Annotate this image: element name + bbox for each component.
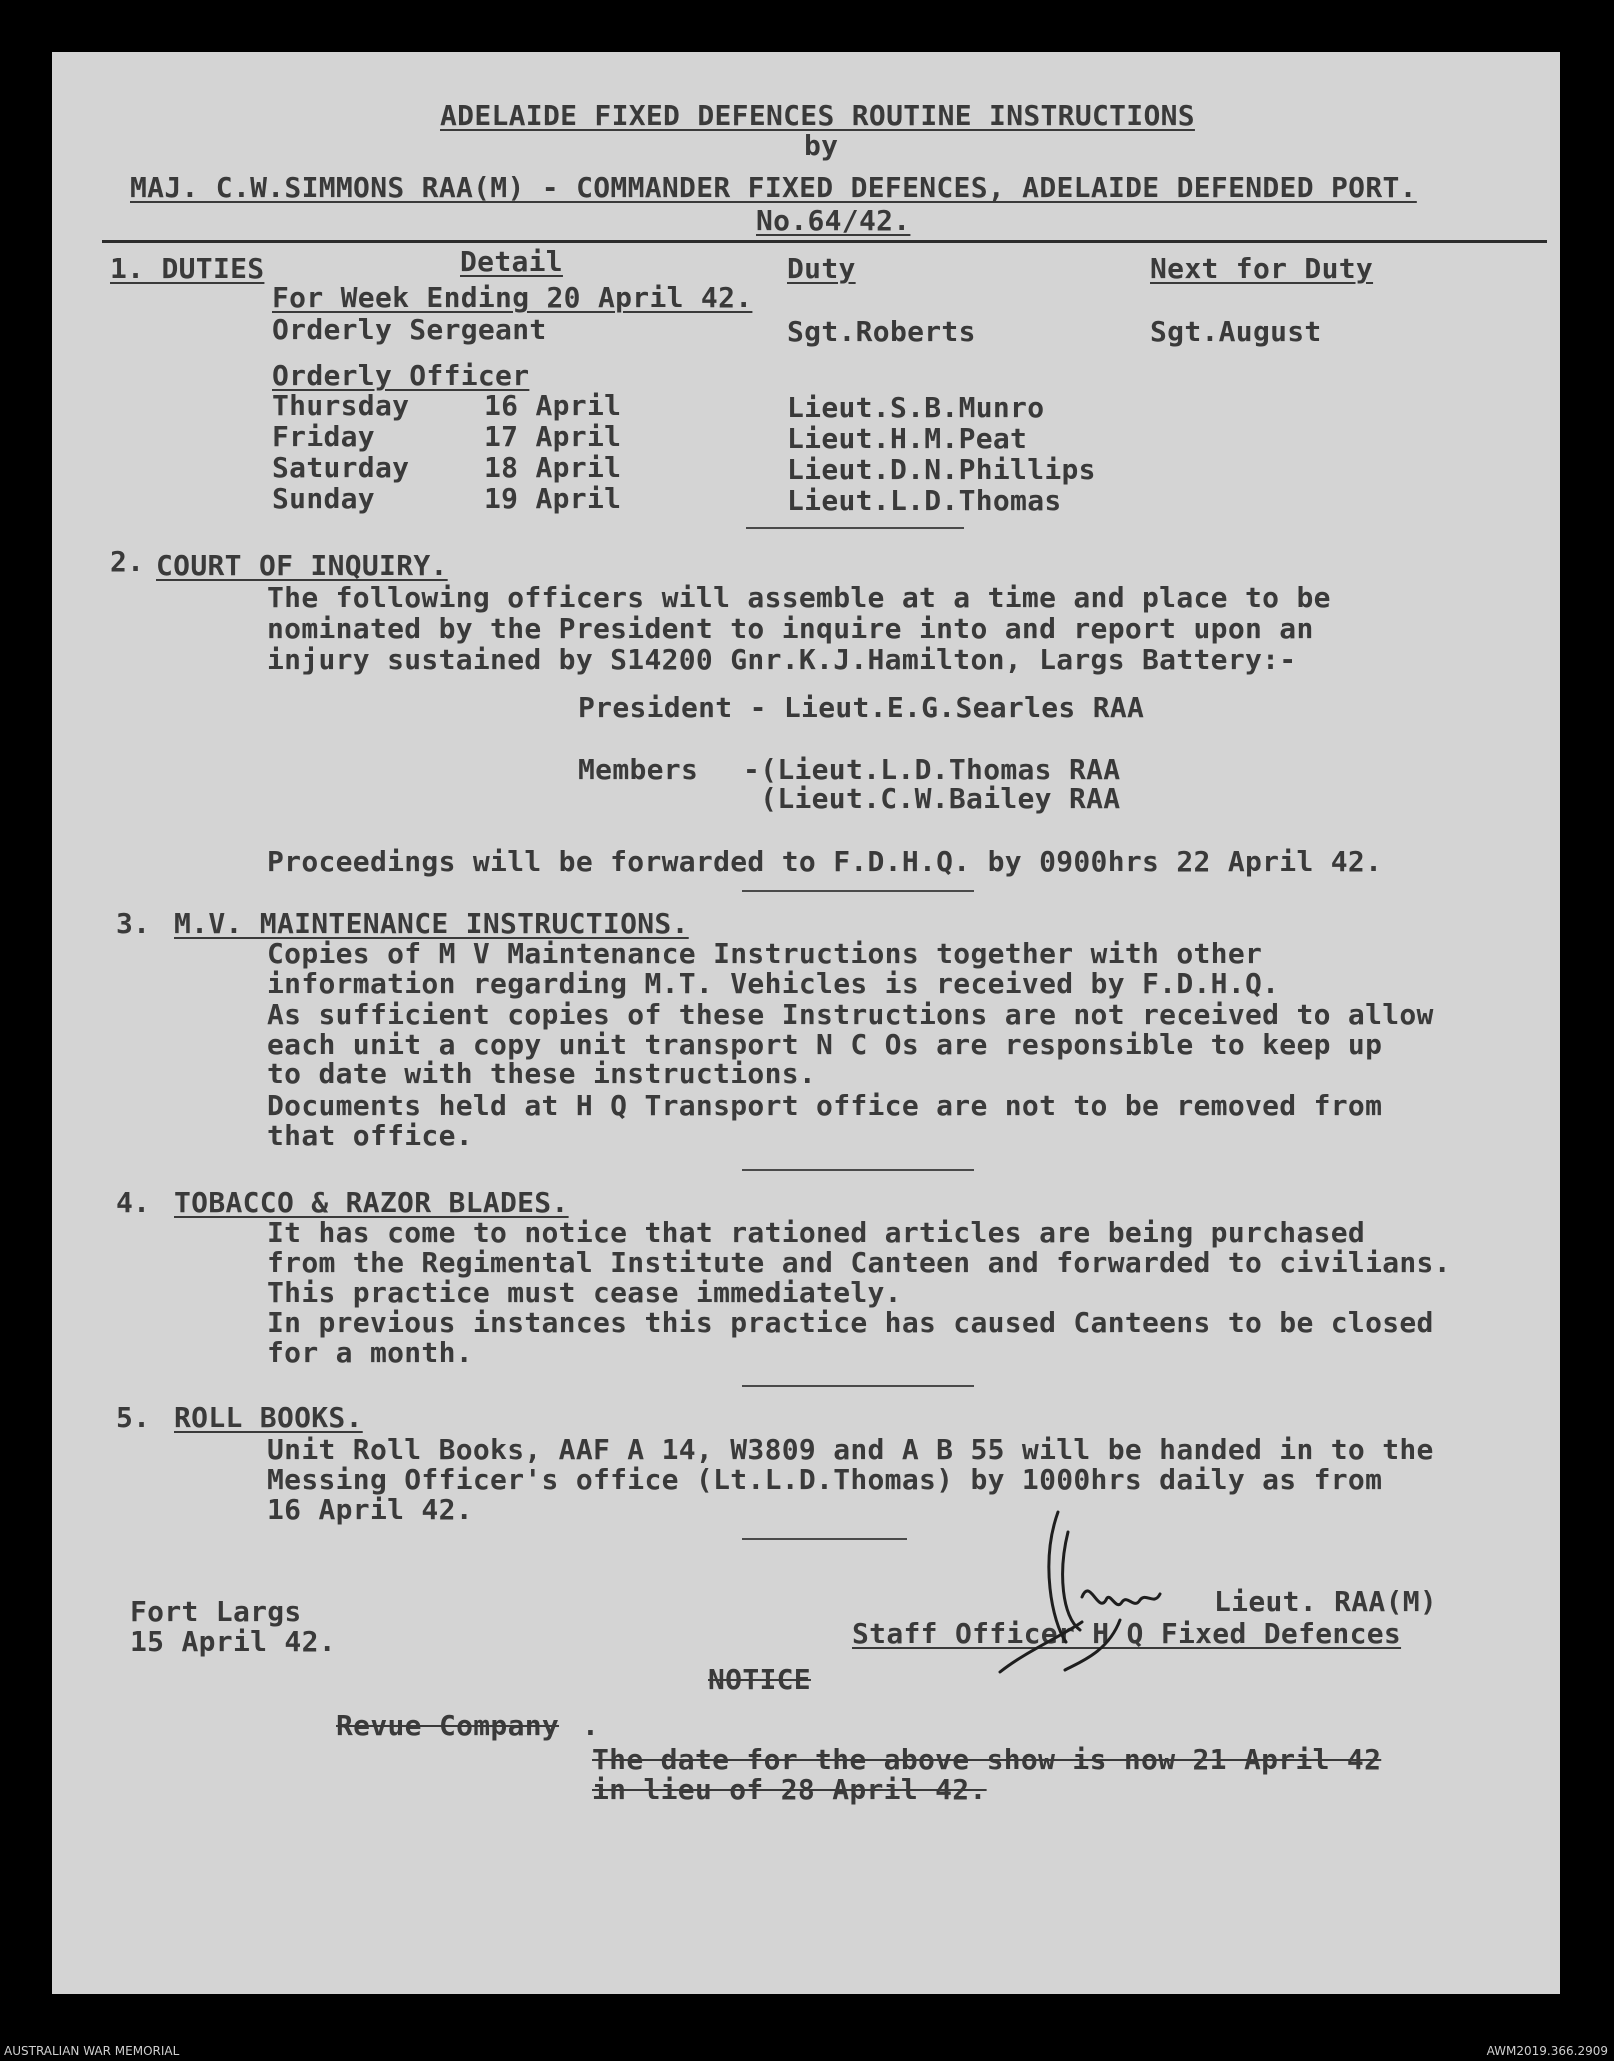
notice-subject: Revue Company bbox=[336, 1709, 560, 1742]
inquiry-line: The following officers will assemble at a time and place to be bbox=[267, 581, 1331, 614]
instruction-number: No.64/42. bbox=[756, 204, 911, 237]
author-line: MAJ. C.W.SIMMONS RAA(M) - COMMANDER FIXED DEFENCES, ADELAIDE DEFENDED PORT. bbox=[130, 171, 1417, 204]
tobacco-line: This practice must cease immediately. bbox=[267, 1276, 902, 1309]
footer-archive-label: AUSTRALIAN WAR MEMORIAL bbox=[4, 2044, 180, 2058]
duties-heading: 1. DUTIES bbox=[110, 252, 265, 285]
mv-line: As sufficient copies of these Instructions are not received to allow bbox=[267, 998, 1434, 1031]
officer-name: Lieut.H.M.Peat bbox=[787, 422, 1028, 455]
section-divider bbox=[742, 1385, 974, 1387]
section-number: 5. bbox=[116, 1401, 151, 1434]
officer-date: 19 April bbox=[484, 482, 622, 515]
orderly-sergeant-duty: Sgt.Roberts bbox=[787, 315, 976, 348]
notice-line: in lieu of 28 April 42. bbox=[592, 1773, 987, 1806]
orderly-sergeant-label: Orderly Sergeant bbox=[272, 313, 547, 346]
officer-name: Lieut.L.D.Thomas bbox=[787, 484, 1062, 517]
inquiry-line: injury sustained by S14200 Gnr.K.J.Hamilton, Largs Battery:- bbox=[267, 643, 1297, 676]
tobacco-line: from the Regimental Institute and Canteen and forwarded to civilians. bbox=[267, 1246, 1451, 1279]
mv-line: Copies of M V Maintenance Instructions together with other bbox=[267, 937, 1263, 970]
officer-name: Lieut.S.B.Munro bbox=[787, 391, 1045, 424]
mv-line: information regarding M.T. Vehicles is received by F.D.H.Q. bbox=[267, 967, 1280, 1000]
mv-line: Documents held at H Q Transport office are not to be removed from bbox=[267, 1089, 1383, 1122]
section-divider bbox=[746, 527, 964, 529]
tobacco-line: It has come to notice that rationed articles are being purchased bbox=[267, 1216, 1366, 1249]
mv-line: that office. bbox=[267, 1119, 473, 1152]
orderly-officer-label: Orderly Officer bbox=[272, 359, 530, 392]
roll-line: Unit Roll Books, AAF A 14, W3809 and A B 55 will be handed in to the bbox=[267, 1433, 1434, 1466]
inquiry-president: President - Lieut.E.G.Searles RAA bbox=[578, 691, 1145, 724]
officer-day: Sunday bbox=[272, 482, 375, 515]
orderly-sergeant-next: Sgt.August bbox=[1150, 315, 1322, 348]
officer-day: Saturday bbox=[272, 451, 410, 484]
inquiry-member: -(Lieut.L.D.Thomas RAA bbox=[743, 753, 1121, 786]
section-divider bbox=[742, 890, 974, 892]
mv-line: to date with these instructions. bbox=[267, 1057, 817, 1090]
tobacco-heading: TOBACCO & RAZOR BLADES. bbox=[174, 1186, 569, 1219]
section-number: 3. bbox=[116, 907, 151, 940]
tobacco-line: In previous instances this practice has caused Canteens to be closed bbox=[267, 1306, 1434, 1339]
col-duty-header: Duty bbox=[787, 252, 856, 285]
officer-date: 18 April bbox=[484, 451, 622, 484]
section-number: 4. bbox=[116, 1186, 151, 1219]
by-line: by bbox=[804, 129, 839, 162]
section-number: 2. bbox=[110, 545, 145, 578]
col-next-header: Next for Duty bbox=[1150, 252, 1374, 285]
officer-name: Lieut.D.N.Phillips bbox=[787, 453, 1096, 486]
officer-date: 17 April bbox=[484, 420, 622, 453]
issue-place: Fort Largs bbox=[130, 1595, 302, 1628]
week-ending: For Week Ending 20 April 42. bbox=[272, 281, 753, 314]
notice-subject-period: . bbox=[582, 1709, 600, 1742]
signatory-rank: Lieut. RAA(M) bbox=[1214, 1585, 1438, 1618]
header-rule bbox=[102, 240, 1547, 243]
roll-line: Messing Officer's office (Lt.L.D.Thomas) by 1000hrs daily as from bbox=[267, 1463, 1383, 1496]
roll-heading: ROLL BOOKS. bbox=[174, 1401, 363, 1434]
notice-line: The date for the above show is now 21 April 42 bbox=[592, 1743, 1382, 1776]
handwritten-signature bbox=[970, 1502, 1180, 1682]
officer-day: Friday bbox=[272, 420, 375, 453]
document-page bbox=[52, 52, 1560, 1994]
col-detail-header: Detail bbox=[460, 245, 563, 278]
signatory-title: Staff Officer H Q Fixed Defences bbox=[852, 1617, 1402, 1650]
officer-day: Thursday bbox=[272, 389, 410, 422]
officer-date: 16 April bbox=[484, 389, 622, 422]
mv-line: each unit a copy unit transport N C Os are responsible to keep up bbox=[267, 1028, 1383, 1061]
footer-accession-number: AWM2019.366.2909 bbox=[1486, 2044, 1608, 2058]
mv-heading: M.V. MAINTENANCE INSTRUCTIONS. bbox=[174, 907, 689, 940]
inquiry-member: (Lieut.C.W.Bailey RAA bbox=[743, 782, 1121, 815]
inquiry-proceedings: Proceedings will be forwarded to F.D.H.Q. by 0900hrs 22 April 42. bbox=[267, 845, 1383, 878]
issue-date: 15 April 42. bbox=[130, 1625, 336, 1658]
roll-line: 16 April 42. bbox=[267, 1493, 473, 1526]
notice-heading: NOTICE bbox=[708, 1663, 811, 1696]
section-divider bbox=[742, 1169, 974, 1171]
document-title: ADELAIDE FIXED DEFENCES ROUTINE INSTRUCTIONS bbox=[440, 99, 1195, 132]
tobacco-line: for a month. bbox=[267, 1336, 473, 1369]
inquiry-line: nominated by the President to inquire into and report upon an bbox=[267, 612, 1314, 645]
section-divider bbox=[742, 1538, 907, 1540]
inquiry-members-label: Members bbox=[578, 753, 699, 786]
inquiry-heading: COURT OF INQUIRY. bbox=[156, 549, 448, 582]
